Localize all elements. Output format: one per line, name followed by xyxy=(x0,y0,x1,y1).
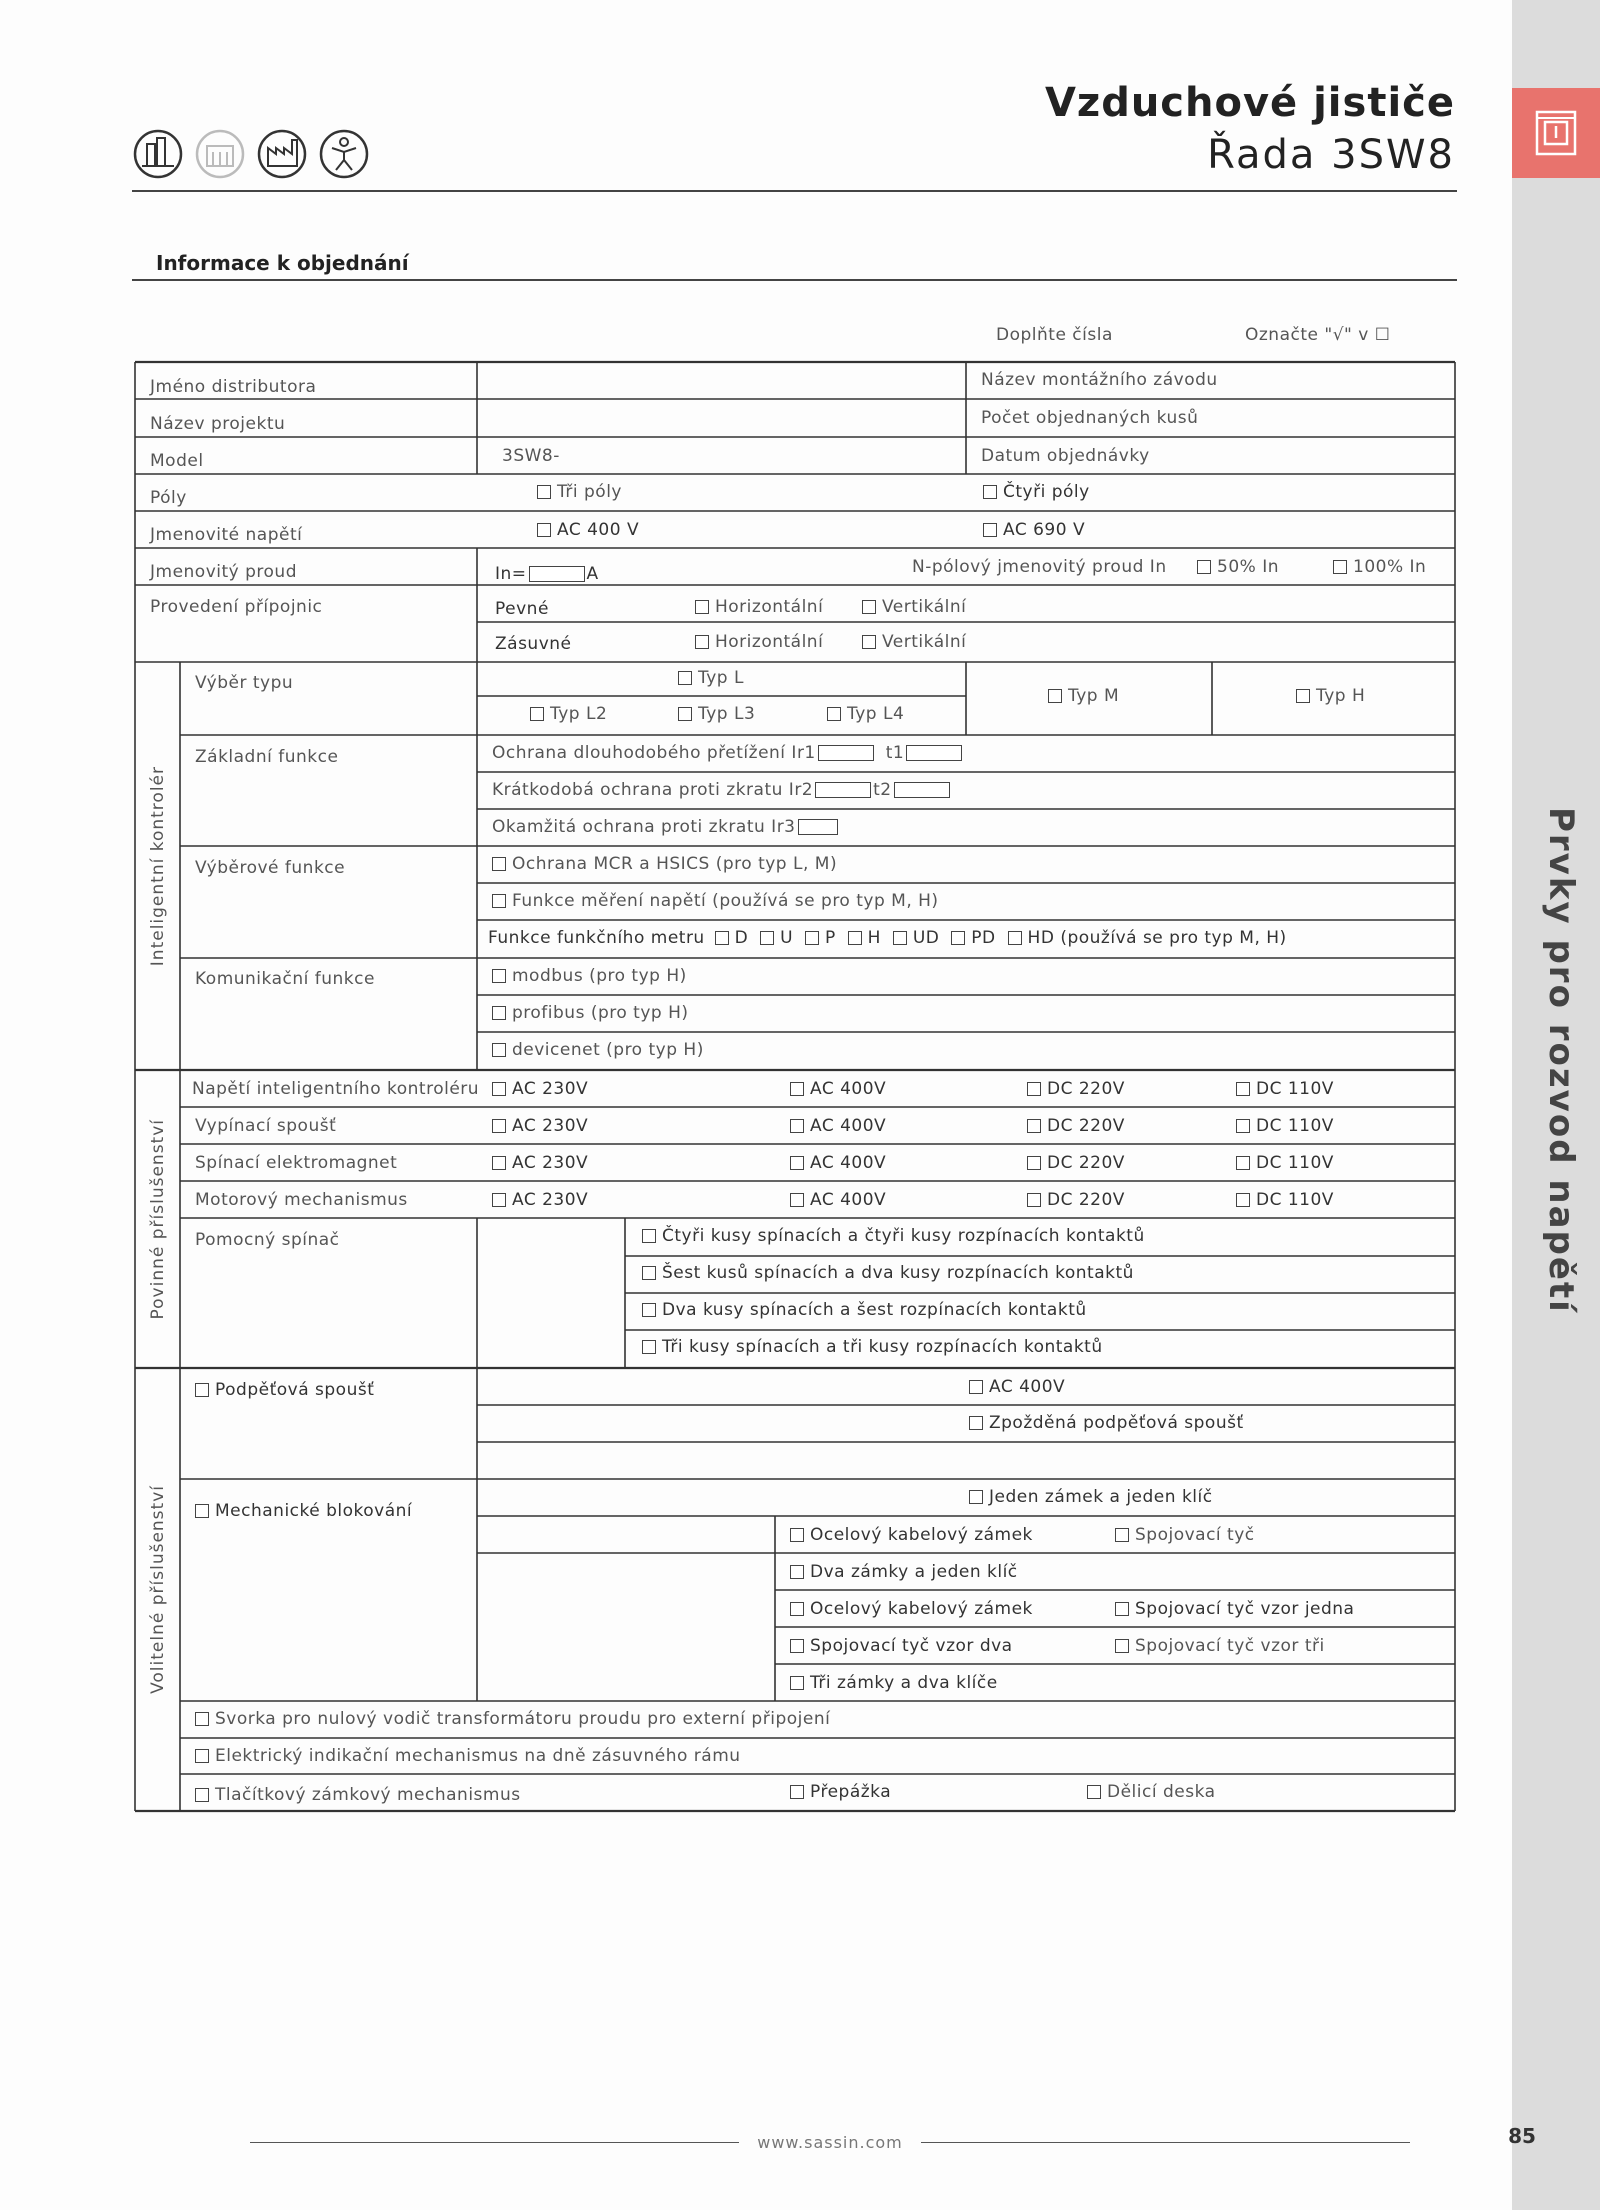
option-motor-dc220[interactable]: DC 220V xyxy=(1027,1190,1125,1210)
checkbox[interactable] xyxy=(678,707,692,721)
label-n-pole-current: N-pólový jmenovitý proud In xyxy=(912,557,1167,577)
checkbox[interactable] xyxy=(1296,689,1310,703)
label-model: Model xyxy=(150,451,204,471)
short-delay-protection[interactable]: Krátkodobá ochrana proti zkratu Ir2 t2 xyxy=(492,780,952,800)
checkbox[interactable] xyxy=(492,1082,506,1096)
label-type-select: Výběr typu xyxy=(195,673,294,693)
option-modbus[interactable]: modbus (pro typ H) xyxy=(492,966,687,986)
option-motor-ac400[interactable]: AC 400V xyxy=(790,1190,886,1210)
label-communication: Komunikační funkce xyxy=(195,969,375,989)
checkbox[interactable] xyxy=(862,600,876,614)
page-subtitle: Řada 3SW8 xyxy=(1207,132,1455,178)
option-ctrl-ac230[interactable]: AC 230V xyxy=(492,1079,588,1099)
option-aux-3no-3nc[interactable]: Tři kusy spínacích a tři kusy rozpínacích kontaktů xyxy=(642,1337,1103,1357)
input-box[interactable] xyxy=(529,566,585,582)
option-partition[interactable]: Přepážka xyxy=(790,1782,891,1802)
checkbox[interactable] xyxy=(492,857,506,871)
checkbox[interactable] xyxy=(642,1266,656,1280)
checkbox[interactable] xyxy=(1048,689,1062,703)
checkbox[interactable] xyxy=(1197,560,1211,574)
page-title: Vzduchové jističe xyxy=(1044,80,1455,126)
input-box-t1[interactable] xyxy=(906,745,962,761)
input-box-ir1[interactable] xyxy=(818,745,874,761)
checkbox-ud[interactable] xyxy=(893,931,907,945)
checkbox[interactable] xyxy=(537,485,551,499)
label-order-date: Datum objednávky xyxy=(981,446,1150,466)
input-box-ir2[interactable] xyxy=(815,782,871,798)
checkbox[interactable] xyxy=(969,1416,983,1430)
option-four-poles[interactable]: Čtyři póly xyxy=(983,482,1090,502)
option-motor-ac230[interactable]: AC 230V xyxy=(492,1190,588,1210)
option-n100[interactable]: 100% In xyxy=(1333,557,1426,577)
group-label-controller: Inteligentní kontrolér xyxy=(147,765,168,967)
checkbox[interactable] xyxy=(1236,1156,1250,1170)
checkbox[interactable] xyxy=(530,707,544,721)
hint-mark: Označte "√" v ☐ xyxy=(1245,325,1391,345)
checkbox[interactable] xyxy=(1236,1082,1250,1096)
option-steel-cable-lock-2[interactable]: Ocelový kabelový zámek xyxy=(790,1599,1033,1619)
option-trip-dc220[interactable]: DC 220V xyxy=(1027,1116,1125,1136)
group-label-mandatory: Povinné příslušenství xyxy=(147,1118,168,1320)
checkbox[interactable] xyxy=(695,635,709,649)
checkbox[interactable] xyxy=(195,1712,209,1726)
option-ctrl-ac400[interactable]: AC 400V xyxy=(790,1079,886,1099)
checkbox[interactable] xyxy=(695,600,709,614)
footer xyxy=(250,2133,1410,2152)
checkbox[interactable] xyxy=(1027,1082,1041,1096)
option-coupling-rod-three[interactable]: Spojovací tyč vzor tři xyxy=(1115,1636,1325,1656)
checkbox[interactable] xyxy=(1027,1193,1041,1207)
checkbox[interactable] xyxy=(1236,1119,1250,1133)
option-ac400[interactable]: AC 400 V xyxy=(537,520,639,540)
option-profibus[interactable]: profibus (pro typ H) xyxy=(492,1003,689,1023)
option-mech-interlock[interactable]: Mechanické blokování xyxy=(195,1501,412,1521)
section-title: Informace k objednání xyxy=(156,251,409,275)
label-distributor: Jméno distributora xyxy=(150,377,317,397)
checkbox-h[interactable] xyxy=(848,931,862,945)
option-undervoltage[interactable]: Podpěťová spoušť xyxy=(195,1380,374,1400)
label-rated-voltage: Jmenovité napětí xyxy=(150,525,303,545)
checkbox-hd[interactable] xyxy=(1008,931,1022,945)
input-box-t2[interactable] xyxy=(894,782,950,798)
sidebar-chapter-title: Prvky pro rozvod napětí xyxy=(1541,806,1581,1314)
checkbox-pd[interactable] xyxy=(951,931,965,945)
option-aux-6no-2nc[interactable]: Šest kusů spínacích a dva kusy rozpínacích kontaktů xyxy=(642,1263,1134,1283)
option-fixed-vertical[interactable]: Vertikální xyxy=(862,597,966,617)
label-aux-switch: Pomocný spínač xyxy=(195,1230,340,1250)
option-aux-4no-4nc[interactable]: Čtyři kusy spínacích a čtyři kusy rozpínacích kontaktů xyxy=(642,1226,1145,1246)
checkbox[interactable] xyxy=(1027,1156,1041,1170)
label-motor-mechanism: Motorový mechanismus xyxy=(195,1190,408,1210)
option-coupling-rod[interactable]: Spojovací tyč xyxy=(1115,1525,1255,1545)
option-ctrl-dc110[interactable]: DC 110V xyxy=(1236,1079,1334,1099)
option-close-dc220[interactable]: DC 220V xyxy=(1027,1153,1125,1173)
option-coupling-rod-two[interactable]: Spojovací tyč vzor dva xyxy=(790,1636,1013,1656)
long-delay-protection[interactable]: Ochrana dlouhodobého přetížení Ir1 t1 xyxy=(492,743,964,763)
option-typ-h[interactable]: Typ H xyxy=(1296,686,1365,706)
checkbox[interactable] xyxy=(1027,1119,1041,1133)
label-mounting-plant: Název montážního závodu xyxy=(981,370,1218,390)
checkbox[interactable] xyxy=(537,523,551,537)
option-trip-ac400[interactable]: AC 400V xyxy=(790,1116,886,1136)
checkbox[interactable] xyxy=(195,1788,209,1802)
label-controller-voltage: Napětí inteligentního kontroléru xyxy=(192,1079,480,1099)
group-label-optional: Volitelné příslušenství xyxy=(147,1485,168,1694)
checkbox[interactable] xyxy=(983,485,997,499)
option-fixed-horizontal[interactable]: Horizontální xyxy=(695,597,823,617)
option-n50[interactable]: 50% In xyxy=(1197,557,1279,577)
checkbox[interactable] xyxy=(790,1785,804,1799)
option-coupling-rod-one[interactable]: Spojovací tyč vzor jedna xyxy=(1115,1599,1354,1619)
option-typ-m[interactable]: Typ M xyxy=(1048,686,1119,706)
checkbox[interactable] xyxy=(492,1119,506,1133)
option-motor-dc110[interactable]: DC 110V xyxy=(1236,1190,1334,1210)
checkbox[interactable] xyxy=(790,1119,804,1133)
checkbox[interactable] xyxy=(862,635,876,649)
checkbox[interactable] xyxy=(642,1229,656,1243)
checkbox-u[interactable] xyxy=(760,931,774,945)
label-optional-functions: Výběrové funkce xyxy=(195,858,346,878)
option-typ-l[interactable]: Typ L xyxy=(678,668,744,688)
checkbox[interactable] xyxy=(790,1193,804,1207)
hint-fill-numbers: Doplňte čísla xyxy=(996,325,1113,345)
checkbox[interactable] xyxy=(492,969,506,983)
checkbox[interactable] xyxy=(790,1156,804,1170)
option-uv-delayed[interactable]: Zpožděná podpěťová spoušť xyxy=(969,1413,1244,1433)
option-drawout-vertical[interactable]: Vertikální xyxy=(862,632,966,652)
option-steel-cable-lock-1[interactable]: Ocelový kabelový zámek xyxy=(790,1525,1033,1545)
instant-protection[interactable]: Okamžitá ochrana proti zkratu Ir3 xyxy=(492,817,840,837)
label-basic-functions: Základní funkce xyxy=(195,747,339,767)
checkbox[interactable] xyxy=(983,523,997,537)
option-aux-2no-6nc[interactable]: Dva kusy spínacích a šest rozpínacích kontaktů xyxy=(642,1300,1087,1320)
label-rated-current: Jmenovitý proud xyxy=(150,562,297,582)
option-devicenet[interactable]: devicenet (pro typ H) xyxy=(492,1040,704,1060)
meter-functions[interactable]: Funkce funkčního metru D U P H UD PD HD (používá se pro typ M, H) xyxy=(488,928,1287,948)
option-close-ac400[interactable]: AC 400V xyxy=(790,1153,886,1173)
checkbox[interactable] xyxy=(195,1383,209,1397)
checkbox[interactable] xyxy=(1115,1602,1129,1616)
option-mcr[interactable]: Ochrana MCR a HSICS (pro typ L, M) xyxy=(492,854,837,874)
option-electric-indicator[interactable]: Elektrický indikační mechanismus na dně zásuvného rámu xyxy=(195,1746,741,1766)
label-poles: Póly xyxy=(150,488,187,508)
option-two-locks-one-key[interactable]: Dva zámky a jeden klíč xyxy=(790,1562,1018,1582)
checkbox[interactable] xyxy=(1333,560,1347,574)
option-three-poles[interactable]: Tři póly xyxy=(537,482,622,502)
checkbox[interactable] xyxy=(790,1676,804,1690)
option-trip-dc110[interactable]: DC 110V xyxy=(1236,1116,1334,1136)
option-ctrl-dc220[interactable]: DC 220V xyxy=(1027,1079,1125,1099)
checkbox[interactable] xyxy=(969,1490,983,1504)
checkbox[interactable] xyxy=(642,1303,656,1317)
checkbox[interactable] xyxy=(642,1340,656,1354)
checkbox-d[interactable] xyxy=(715,931,729,945)
checkbox[interactable] xyxy=(492,1156,506,1170)
option-close-dc110[interactable]: DC 110V xyxy=(1236,1153,1334,1173)
option-drawout-horizontal[interactable]: Horizontální xyxy=(695,632,823,652)
option-typ-l3[interactable]: Typ L3 xyxy=(678,704,755,724)
checkbox[interactable] xyxy=(969,1380,983,1394)
option-one-lock-one-key[interactable]: Jeden zámek a jeden klíč xyxy=(969,1487,1213,1507)
label-shunt-trip: Vypínací spoušť xyxy=(195,1116,337,1136)
model-value[interactable]: 3SW8- xyxy=(502,446,560,466)
checkbox[interactable] xyxy=(1115,1528,1129,1542)
label-project: Název projektu xyxy=(150,414,286,434)
label-closing-magnet: Spínací elektromagnet xyxy=(195,1153,398,1173)
rated-current-input[interactable]: In= A xyxy=(495,564,599,584)
option-divider-plate[interactable]: Dělicí deska xyxy=(1087,1782,1216,1802)
option-uv-ac400[interactable]: AC 400V xyxy=(969,1377,1065,1397)
checkbox[interactable] xyxy=(492,1193,506,1207)
checkbox[interactable] xyxy=(790,1639,804,1653)
checkbox[interactable] xyxy=(1087,1785,1101,1799)
option-close-ac230[interactable]: AC 230V xyxy=(492,1153,588,1173)
input-box-ir3[interactable] xyxy=(798,819,838,835)
checkbox[interactable] xyxy=(1115,1639,1129,1653)
option-typ-l4[interactable]: Typ L4 xyxy=(827,704,904,724)
checkbox[interactable] xyxy=(790,1082,804,1096)
option-three-locks-two-keys[interactable]: Tři zámky a dva klíče xyxy=(790,1673,998,1693)
option-neutral-terminal[interactable]: Svorka pro nulový vodič transformátoru proudu pro externí připojení xyxy=(195,1709,830,1729)
option-typ-l2[interactable]: Typ L2 xyxy=(530,704,607,724)
option-trip-ac230[interactable]: AC 230V xyxy=(492,1116,588,1136)
footer-url[interactable]: www.sassin.com xyxy=(757,2133,903,2152)
label-drawout: Zásuvné xyxy=(495,634,572,654)
checkbox[interactable] xyxy=(678,671,692,685)
checkbox[interactable] xyxy=(790,1602,804,1616)
option-button-lock[interactable]: Tlačítkový zámkový mechanismus xyxy=(195,1785,521,1805)
checkbox[interactable] xyxy=(790,1528,804,1542)
label-fixed: Pevné xyxy=(495,599,549,619)
checkbox[interactable] xyxy=(1236,1193,1250,1207)
checkbox[interactable] xyxy=(195,1504,209,1518)
label-quantity: Počet objednaných kusů xyxy=(981,408,1199,428)
checkbox[interactable] xyxy=(492,1043,506,1057)
checkbox[interactable] xyxy=(492,1006,506,1020)
checkbox[interactable] xyxy=(195,1749,209,1763)
page-number: 85 xyxy=(1508,2124,1536,2148)
checkbox[interactable] xyxy=(492,894,506,908)
label-connection: Provedení přípojnic xyxy=(150,597,323,617)
option-ac690[interactable]: AC 690 V xyxy=(983,520,1085,540)
option-voltage-measurement[interactable]: Funkce měření napětí (používá se pro typ M, H) xyxy=(492,891,939,911)
checkbox[interactable] xyxy=(790,1565,804,1579)
checkbox[interactable] xyxy=(827,707,841,721)
checkbox-p[interactable] xyxy=(805,931,819,945)
